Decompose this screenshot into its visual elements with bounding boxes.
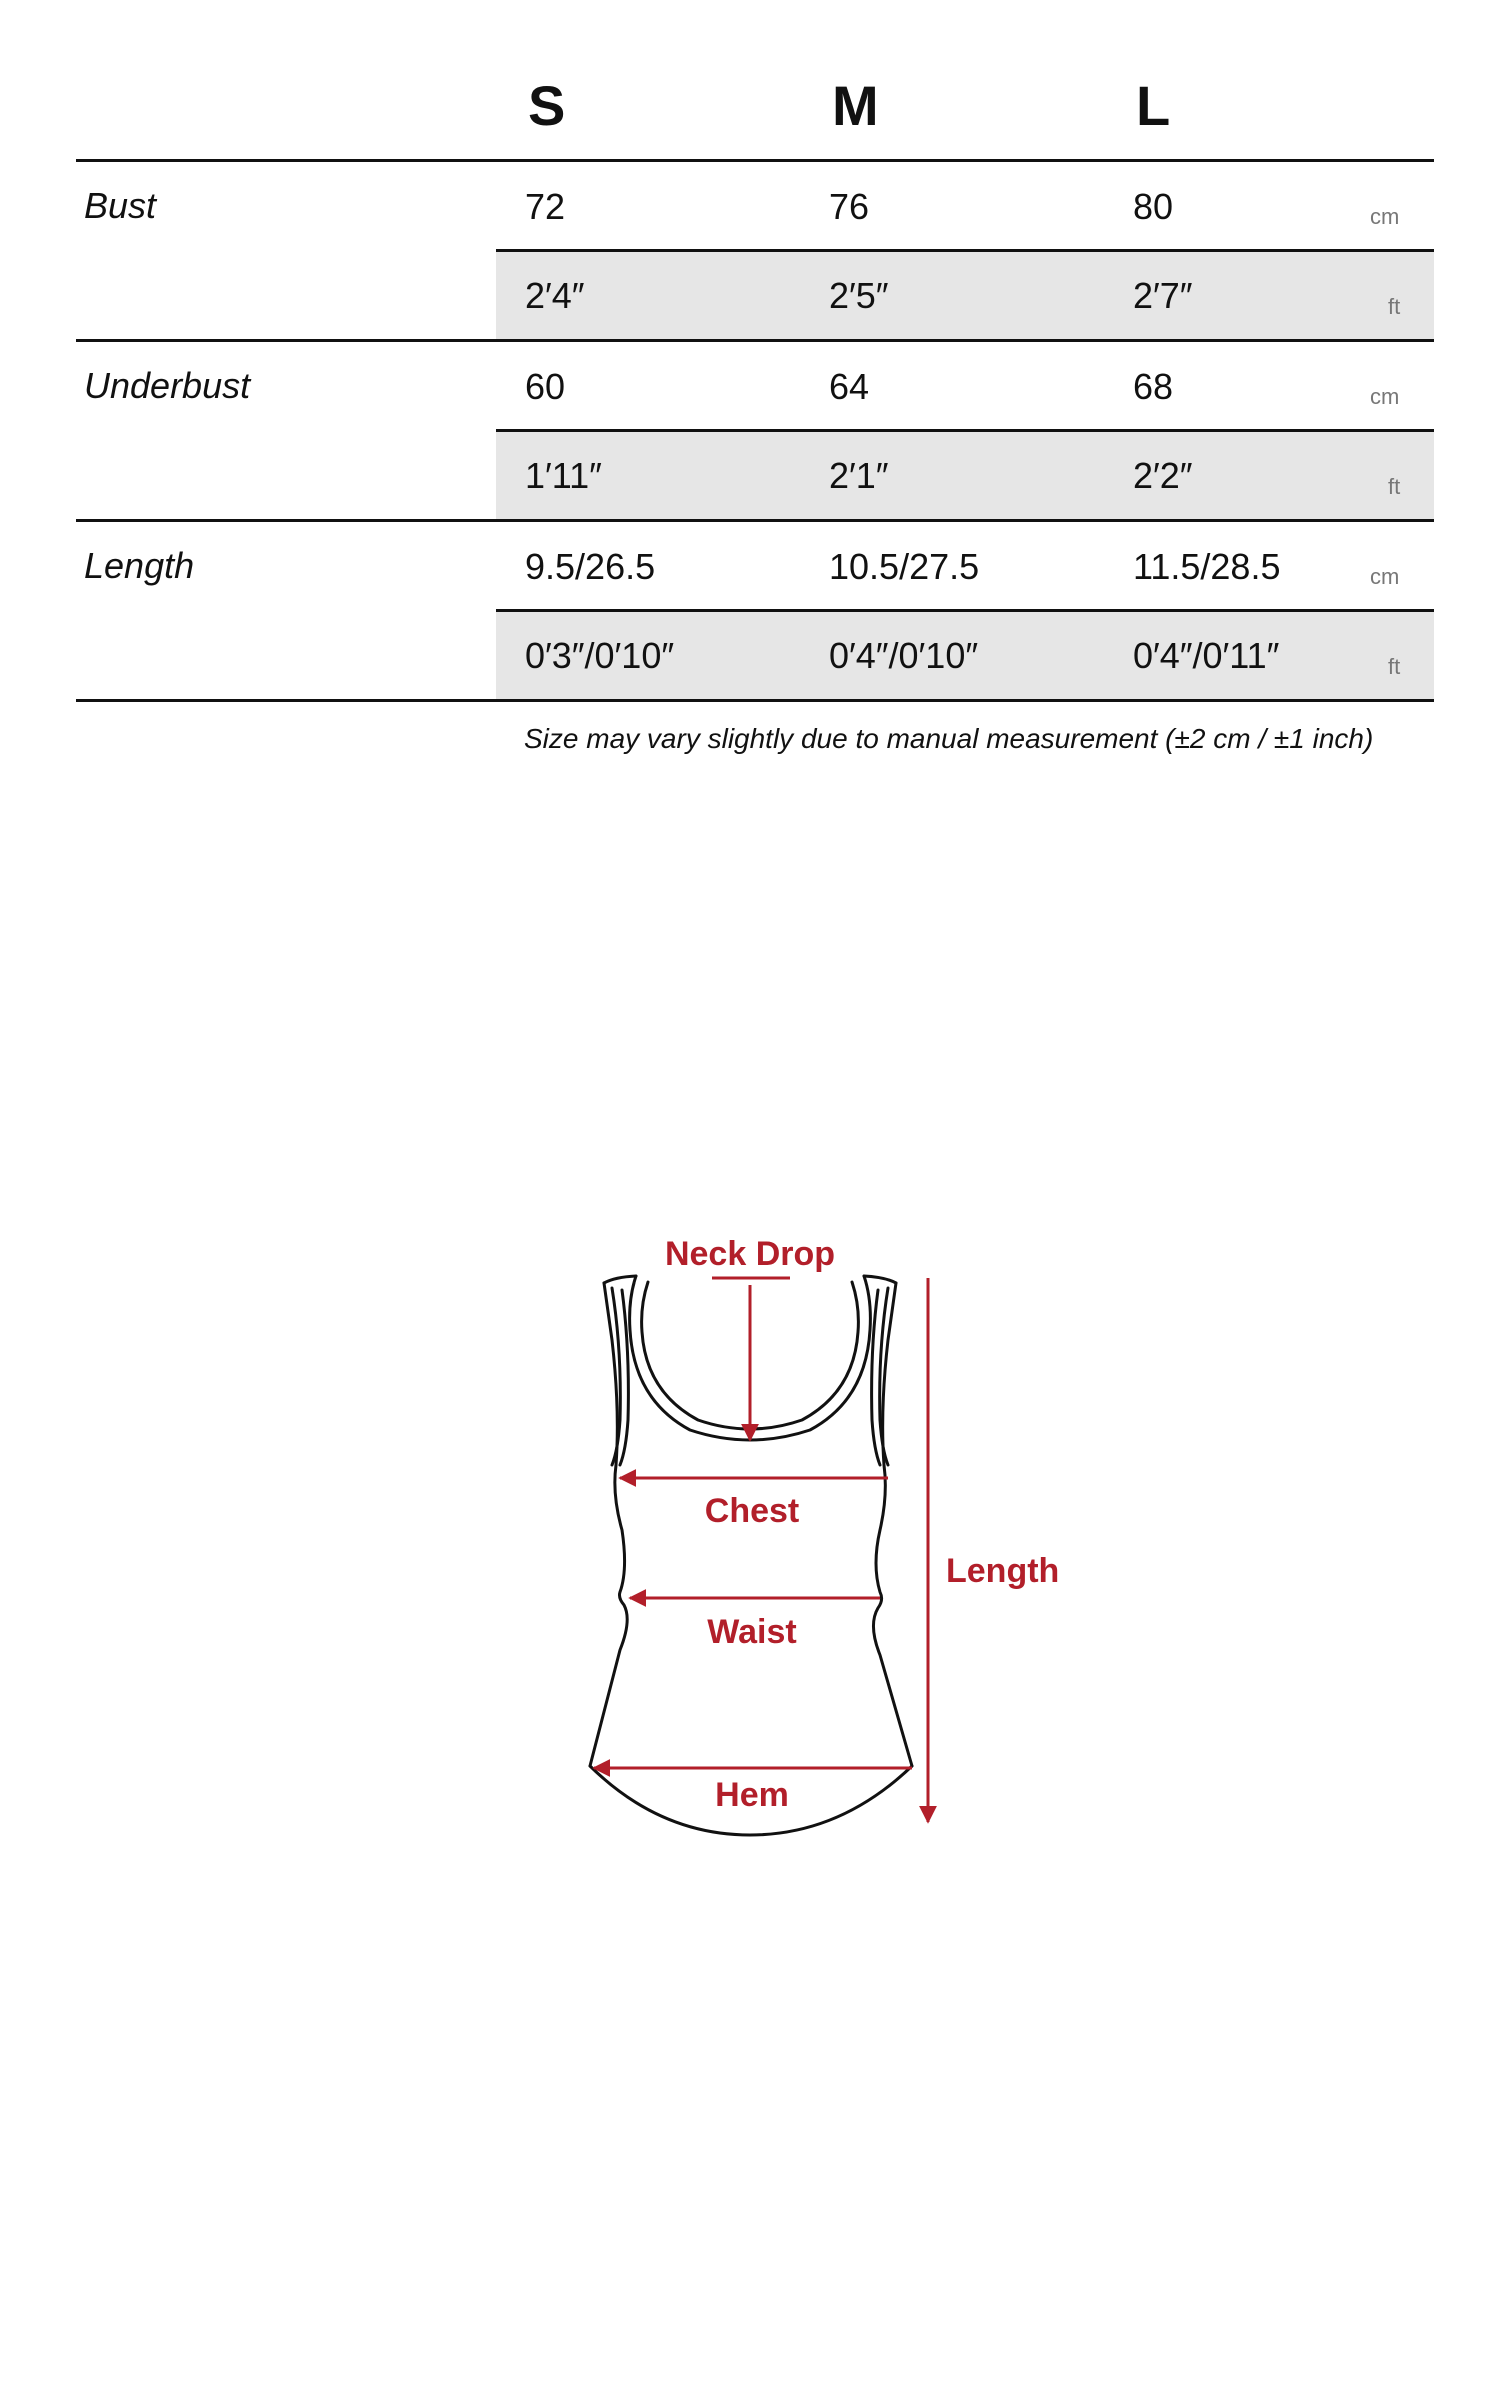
bust-ft-m: 2′5″ <box>829 275 889 316</box>
length-ft-l: 0′4″/0′11″ <box>1133 635 1280 676</box>
row-label-length: Length <box>84 545 195 586</box>
underbust-cm-s: 60 <box>525 366 566 407</box>
tank-top-diagram <box>0 1180 1500 1880</box>
underbust-ft-s: 1′11″ <box>525 455 602 496</box>
underbust-ft-m: 2′1″ <box>829 455 889 496</box>
waist-label: Waist <box>707 1613 797 1651</box>
bust-row-divider <box>496 249 1434 252</box>
length-label: Length <box>946 1552 1060 1590</box>
size-header-s: S <box>528 74 566 137</box>
bust-cm-unit: cm <box>1370 204 1400 229</box>
bust-cm-l: 80 <box>1133 186 1174 227</box>
hem-label: Hem <box>715 1776 789 1814</box>
size-header-l: L <box>1136 74 1171 137</box>
row-label-bust: Bust <box>84 185 157 226</box>
underbust-ft-unit: ft <box>1388 474 1401 499</box>
bust-ft-l: 2′7″ <box>1133 275 1193 316</box>
length-ft-m: 0′4″/0′10″ <box>829 635 979 676</box>
length-cm-l: 11.5/28.5 <box>1133 546 1281 587</box>
bust-ft-unit: ft <box>1388 294 1401 319</box>
underbust-row-rule <box>76 519 1434 522</box>
table-bottom-rule <box>76 699 1434 702</box>
length-cm-unit: cm <box>1370 564 1400 589</box>
table-top-rule <box>76 159 1434 162</box>
length-ft-unit: ft <box>1388 654 1401 679</box>
underbust-ft-row-shade <box>496 431 1434 519</box>
underbust-cm-m: 64 <box>829 366 870 407</box>
bust-ft-s: 2′4″ <box>525 275 585 316</box>
bust-row-rule <box>76 339 1434 342</box>
chest-label: Chest <box>704 1492 800 1530</box>
length-row-divider <box>496 609 1434 612</box>
size-header-m: M <box>832 74 879 137</box>
row-label-underbust: Underbust <box>84 365 251 406</box>
underbust-cm-unit: cm <box>1370 384 1400 409</box>
length-ft-s: 0′3″/0′10″ <box>525 635 675 676</box>
neck-drop-label: Neck Drop <box>664 1235 836 1273</box>
bust-ft-row-shade <box>496 251 1434 339</box>
measurement-note: Size may vary slightly due to manual measurement (±2 cm / ±1 inch) <box>524 723 1374 754</box>
bust-cm-m: 76 <box>829 186 870 227</box>
underbust-row-divider <box>496 429 1434 432</box>
bust-cm-s: 72 <box>525 186 566 227</box>
length-cm-s: 9.5/26.5 <box>525 546 656 587</box>
length-cm-m: 10.5/27.5 <box>829 546 980 587</box>
underbust-cm-l: 68 <box>1133 366 1174 407</box>
underbust-ft-l: 2′2″ <box>1133 455 1193 496</box>
